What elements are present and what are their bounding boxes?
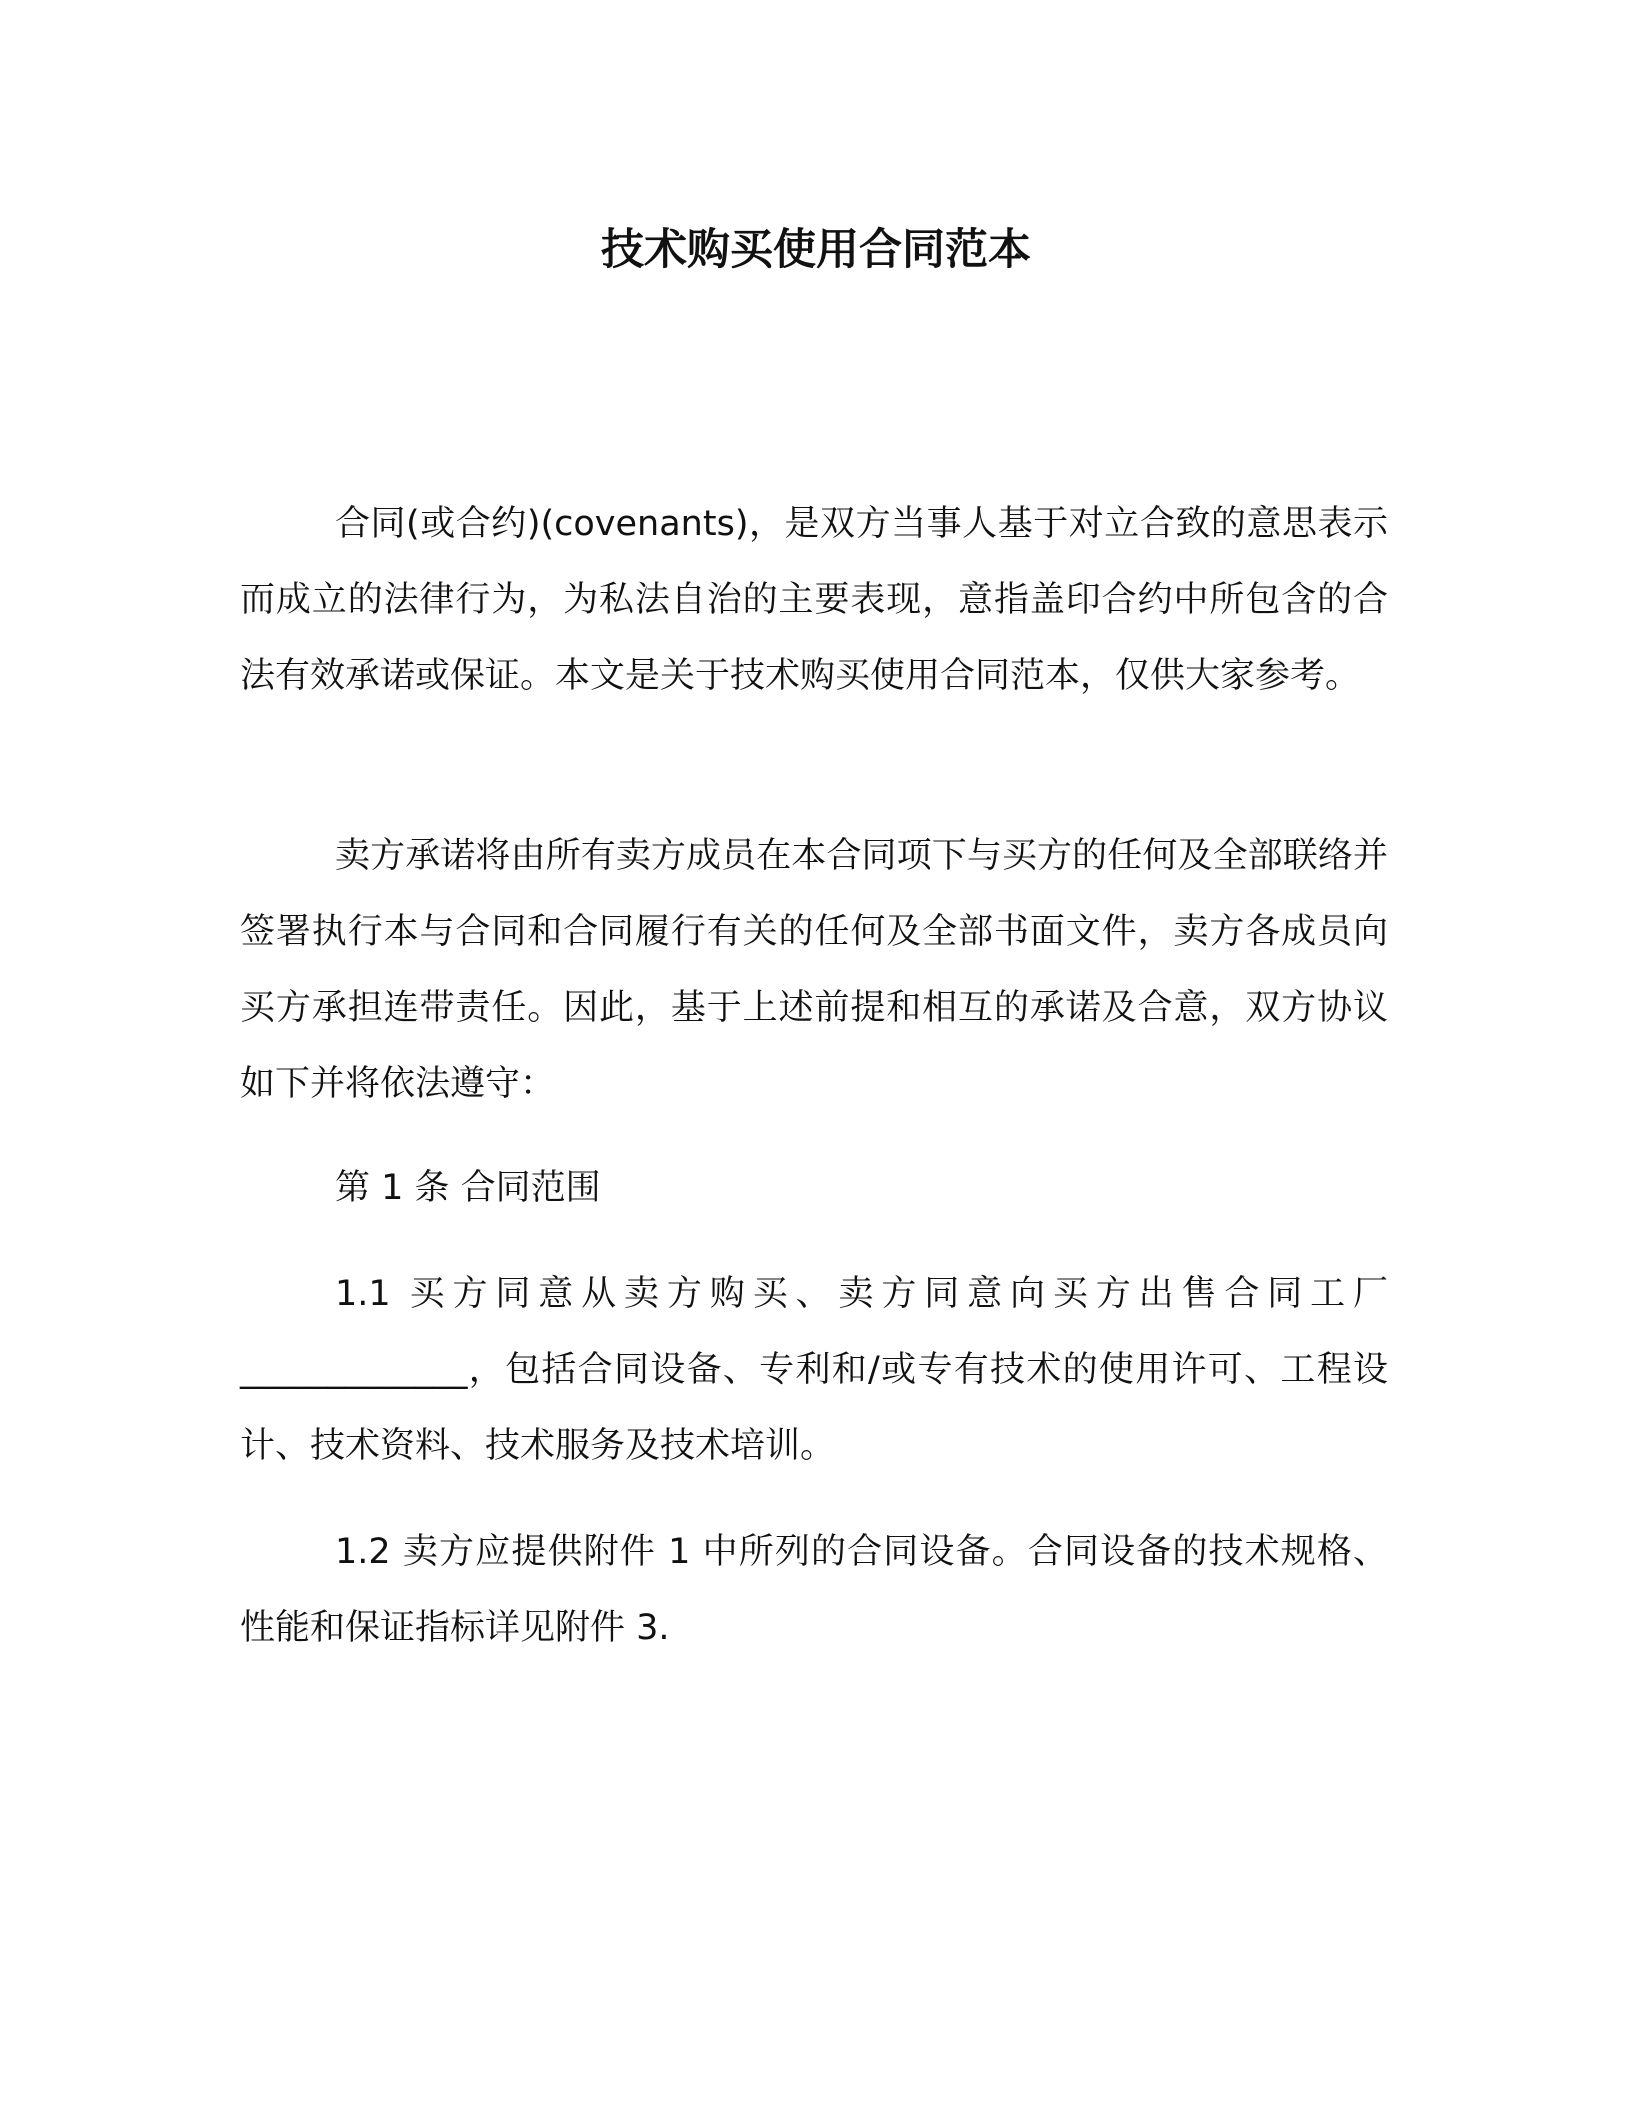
clause-1-1: 1.1 买方同意从卖方购买、卖方同意向买方出售合同工厂_____________，包括合同设备、专利和/或专有技术的使用许可、工程设计、技术资料、技术服务及技术培训。 xyxy=(240,1274,1388,1466)
paragraph-intro: 合同(或合约)(covenants)，是双方当事人基于对立合致的意思表示而成立的法律行为，为私法自治的主要表现，意指盖印合约中所包含的合法有效承诺或保证。本文是关于技术购买使用合同范本，仅供大家参考。 xyxy=(240,504,1388,696)
article-1-heading: 第 1 条 合同范围 xyxy=(335,1168,601,1208)
document-title: 技术购买使用合同范本 xyxy=(601,225,1031,275)
clause-1-2: 1.2 卖方应提供附件 1 中所列的合同设备。合同设备的技术规格、性能和保证指标详见附件 3. xyxy=(240,1532,1388,1648)
paragraph-seller-commitment: 卖方承诺将由所有卖方成员在本合同项下与买方的任何及全部联络并签署执行本与合同和合同履行有关的任何及全部书面文件，卖方各成员向买方承担连带责任。因此，基于上述前提和相互的承诺及合意，双方协议如下并将依法遵守： xyxy=(240,836,1388,1104)
